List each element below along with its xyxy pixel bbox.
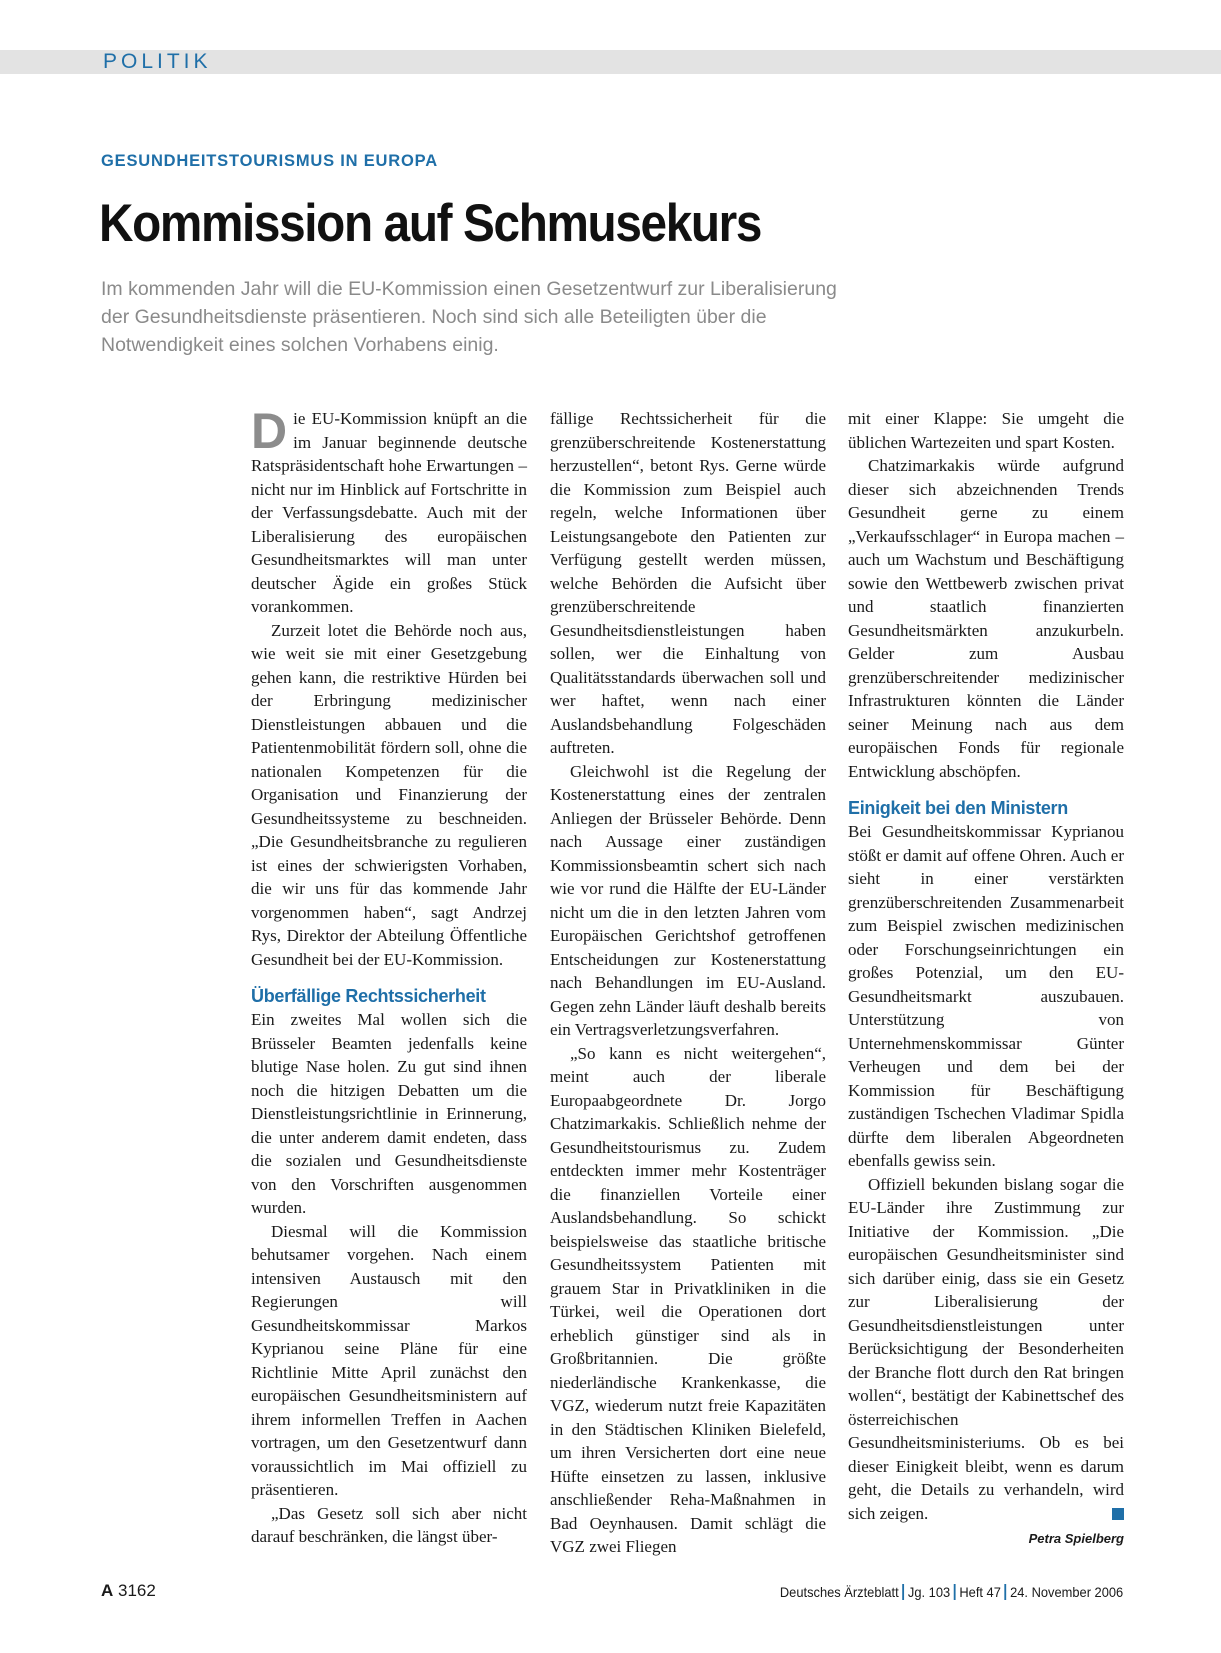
author-byline: Petra Spielberg: [1028, 1531, 1124, 1546]
article-title: Kommission auf Schmusekurs: [99, 194, 762, 253]
publication-info: Deutsches Ärzteblatt Jg. 103 Heft 47 24. November 2006: [779, 1584, 1123, 1600]
article-paragraph: Offiziell bekunden bislang sogar die EU-Länder ihre Zustimmung zur Initiative der Kommission. „Die europäischen Gesundheitsminister sind sich darüber einig, dass sie ein Gesetz zur Liberalisierung der Gesundheitsdienstleistungen unter Berücksichtigung der Besonderheiten der Branche flott durch den Rat bringen wollen“, bestätigt der Kabinettschef des österreichischen Gesundheitsministeriums. Ob es bei dieser Einigkeit bleibt, wenn es darum geht, die Details zu verhandeln, wird sich zeigen.: [848, 1174, 1124, 1523]
article-lead: Im kommenden Jahr will die EU-Kommission einen Gesetzentwurf zur Liberalisierung der Gesundheitsdienste präsentieren. Noch sind sich alle Beteiligten über die Notwendigkeit eines solchen Vorhabens einig.: [101, 278, 837, 356]
separator: [954, 1584, 956, 1600]
article-column-3: [848, 407, 1124, 1551]
subheading: Einigkeit bei den Ministern: [848, 798, 1068, 818]
separator: [1004, 1584, 1006, 1600]
article-paragraph: Die EU-Kommission knüpft an die im Januar beginnende deutsche Ratspräsidentschaft hohe Erwartungen – nicht nur im Hinblick auf Fortschritte in der Verfassungsdebatte. Auch mit der Liberalisierung des europäischen Gesundheitsmarktes will man unter deutscher Ägide ein großes Stück vorankommen.: [251, 403, 527, 616]
article-paragraph: „So kann es nicht weitergehen“, meint auch der liberale Europaabgeordnete Dr. Jorgo Chatzimarkakis. Schließlich nehme der Gesundheitstourismus zu. Zudem entdeckten immer mehr Kostenträger die finanziellen Vorteile einer Auslandsbehandlung. So schickt beispielsweise das staatliche britische Gesundheitssystem Patienten mit grauem Star in Privatkliniken in die Türkei, weil die Operationen dort erheblich günstiger sind als in Großbritannien. Die größte niederländische Krankenkasse, die VGZ, wiederum nutzt freie Kapazitäten in den Städtischen Kliniken Bielefeld, um ihren Versicherten dort eine neue Hüfte einsetzen zu lassen, inklusive anschließender Reha-Maßnahmen in Bad Oeynhausen. Damit schlägt die VGZ zwei Fliegen: [550, 1043, 826, 1556]
article-paragraph: Chatzimarkakis würde aufgrund dieser sich abzeichnenden Trends Gesundheit gerne zu einem „Verkaufsschlager“ in Europa machen – auch um Wachstum und Beschäftigung sowie den Wettbewerb zwischen privat und staatlich finanzierten Gesundheitsmärkten anzukurbeln. Gelder zum Ausbau grenzüberschreitender medizinischer Infrastrukturen könnten die Länder seiner Meinung nach aus dem europäischen Fonds für regionale Entwicklung abschöpfen.: [848, 456, 1124, 781]
article-paragraph: fällige Rechtssicherheit für die grenzüberschreitende Kostenerstattung herzustellen“, betont Rys. Gerne würde die Kommission zum Beispiel auch regeln, welche Informationen über Leistungsangebote den Patienten zur Verfügung gestellt werden müssen, welche Behörden die Aufsicht über grenzüberschreitende Gesundheitsdienstleistungen haben sollen, wer die Einhaltung von Qualitätsstandards überwachen soll und wer haftet, wenn nach einer Auslandsbehandlung Folgeschäden auftreten.: [550, 409, 826, 757]
article-paragraph: „Das Gesetz soll sich aber nicht darauf beschränken, die längst über-: [251, 1503, 527, 1546]
dropcap: D: [251, 403, 288, 459]
article-paragraph: Bei Gesundheitskommissar Kyprianou stößt er damit auf offene Ohren. Auch er sieht in einer verstärkten grenzüberschreitenden Zusammenarbeit zum Beispiel zwischen medizinischen oder Forschungseinrichtungen ein großes Potenzial, um den EU-Gesundheitsmarkt auszubauen. Unterstützung von Unternehmenskommissar Günter Verheugen und dem bei der Kommission für Beschäftigung zuständigen Tschechen Vladimar Spidla dürfte dem liberalen Abgeordneten ebenfalls gewiss sein.: [848, 822, 1124, 1170]
subheading: Überfällige Rechtssicherheit: [251, 986, 486, 1006]
article-paragraph: mit einer Klappe: Sie umgeht die üblichen Wartezeiten und spart Kosten.: [848, 409, 1124, 452]
article-column-1: [251, 403, 527, 1549]
page-number: A 3162: [101, 1581, 156, 1600]
article-paragraph: Ein zweites Mal wollen sich die Brüsseler Beamten jedenfalls keine blutige Nase holen. Zu gut sind ihnen noch die hitzigen Debatten um die Dienstleistungsrichtlinie in Erinnerung, die unter anderem damit endeten, dass die sozialen und Gesundheitsdienste von den Vorschriften ausgenommen wurden.: [251, 1010, 527, 1217]
article-kicker: GESUNDHEITSTOURISMUS IN EUROPA: [101, 152, 438, 170]
article-paragraph: Gleichwohl ist die Regelung der Kostenerstattung eines der zentralen Anliegen der Brüsseler Behörde. Denn nach Aussage einer zuständigen Kommissionsbeamtin schert sich nach wie vor rund die Hälfte der EU-Länder nicht um die in den letzten Jahren vom Europäischen Gerichtshof getroffenen Entscheidungen zur Kostenerstattung nach Behandlungen im EU-Ausland. Gegen zehn Länder läuft deshalb bereits ein Vertragsverletzungsverfahren.: [550, 761, 826, 1039]
article-column-2: [550, 407, 826, 1559]
article-paragraph: Diesmal will die Kommission behutsamer vorgehen. Nach einem intensiven Austausch mit den Regierungen will Gesundheitskommissar Markos Kyprianou seine Pläne für eine Richtlinie Mitte April zunächst den europäischen Gesundheitsministern auf ihrem informellen Treffen in Aachen vortragen, um den Gesetzentwurf dann voraussichtlich im Mai offiziell zu präsentieren.: [251, 1221, 527, 1499]
article-paragraph: Zurzeit lotet die Behörde noch aus, wie weit sie mit einer Gesetzgebung gehen kann, die restriktive Hürden bei der Erbringung medizinischer Dienstleistungen abbauen und die Patientenmobilität fördern soll, ohne die nationalen Kompetenzen für die Organisation und Finanzierung der Gesundheitssysteme zu beschneiden. „Die Gesundheitsbranche zu regulieren ist eines der schwierigsten Vorhaben, die wir uns für das kommende Jahr vorgenommen haben“, sagt Andrzej Rys, Direktor der Abteilung Öffentliche Gesundheit bei der EU-Kommission.: [251, 620, 527, 969]
section-label: POLITIK: [103, 50, 212, 73]
end-mark-icon: [1112, 1508, 1124, 1520]
separator: [902, 1584, 904, 1600]
